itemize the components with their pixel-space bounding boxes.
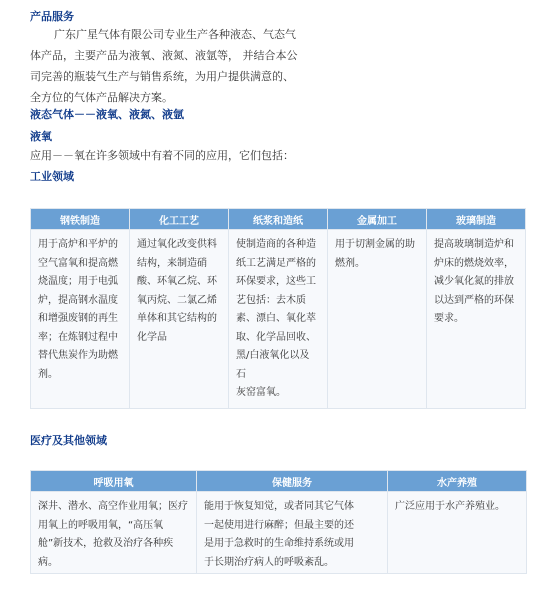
intro-line: 体产品，主要产品为液氧、液氮、液氩等， 并结合本公 (30, 49, 298, 62)
cell-line: 环保要求，这些工 (236, 276, 316, 287)
header-paper: 纸浆和造纸 (229, 209, 328, 230)
cell-metal (328, 230, 427, 409)
cell-line: 灰窑富氧。 (236, 387, 286, 398)
table-header-row (31, 209, 526, 230)
intro-line: 全方位的气体产品解决方案。 (30, 91, 173, 104)
cell-line: 病。 (38, 556, 58, 568)
cell-breathing (31, 492, 197, 574)
cell-steel (31, 230, 130, 409)
cell-glass (427, 230, 526, 409)
cell-line: 通过氧化改变供料 (137, 239, 217, 250)
cell-line: 酸、环氧乙烷、环 (137, 276, 217, 287)
cell-line: 要求。 (434, 313, 464, 324)
cell-line: 以达到严格的环保 (434, 294, 514, 306)
header-metal: 金属加工 (328, 209, 427, 230)
medical-heading: 医疗及其他领域 (30, 434, 107, 447)
cell-line: 和增强废钢的再生 (38, 313, 118, 324)
table-header-row (31, 471, 527, 492)
table-row (31, 230, 526, 409)
cell-line: 用于高炉和平炉的 (38, 239, 118, 250)
cell-line: 单体和其它结构的 (137, 313, 217, 324)
cell-line: 黑/白液氧化以及石 (236, 350, 310, 380)
cell-paper (229, 230, 328, 409)
cell-line: 广泛应用于水产养殖业。 (395, 501, 505, 512)
oxygen-description: 应用－－氧在许多领域中有着不同的应用，它们包括： (30, 149, 294, 162)
cell-aquaculture (388, 492, 527, 574)
cell-line: 炉，提高钢水温度 (38, 294, 118, 306)
cell-line: 率；在炼钢过程中 (38, 331, 118, 343)
cell-line: 烧温度；用于电弧 (38, 276, 118, 287)
cell-chemical (130, 230, 229, 409)
cell-line: 纸工艺满足严格的 (236, 257, 316, 269)
cell-line: 取、化学品回收、 (236, 331, 316, 343)
cell-line: 替代焦炭作为助燃 (38, 350, 118, 361)
cell-line: 燃剂。 (335, 257, 365, 269)
liquid-gases-heading: 液态气体－－液氧、液氮、液氩 (30, 108, 184, 121)
cell-line: 提高玻璃制造炉和 (434, 239, 514, 250)
cell-line: 艺包括：去木质 (236, 294, 306, 306)
industrial-heading: 工业领域 (30, 170, 74, 183)
oxygen-heading: 液氧 (30, 130, 52, 143)
intro-paragraph (30, 24, 298, 108)
cell-healthcare (197, 492, 388, 574)
cell-line: 炉床的燃烧效率， (434, 257, 514, 269)
header-aquaculture: 水产养殖 (388, 471, 527, 492)
cell-line: 结构，来制造硝 (137, 257, 207, 269)
medical-table (30, 470, 527, 574)
intro-line: 司完善的瓶装气生产与销售系统，为用户提供满意的、 (30, 70, 294, 83)
cell-line: 能用于恢复知觉，或者同其它气体 (204, 501, 354, 512)
header-healthcare: 保健服务 (197, 471, 388, 492)
cell-line: 减少氧化氮的排放 (434, 276, 514, 287)
intro-line: 广东广星气体有限公司专业生产各种液态、气态气 (54, 28, 296, 41)
cell-line: 用于切割金属的助 (335, 239, 415, 250)
cell-line: 深井、潜水、高空作业用氧；医疗 (38, 501, 188, 512)
header-steel: 钢铁制造 (31, 209, 130, 230)
header-breathing: 呼吸用氧 (31, 471, 197, 492)
cell-line: 一起使用进行麻醉；但最主要的还 (204, 519, 354, 531)
header-chemical: 化工工艺 (130, 209, 229, 230)
table-row (31, 492, 527, 574)
cell-line: 化学品 (137, 331, 167, 343)
header-glass: 玻璃制造 (427, 209, 526, 230)
cell-line: 舱”新技术，抢救及治疗各种疾 (38, 538, 174, 549)
industrial-table (30, 208, 526, 409)
section-title-product-service: 产品服务 (30, 10, 74, 23)
cell-line: 是用于急救时的生命维持系统或用 (204, 538, 354, 549)
cell-line: 于长期治疗病人的呼吸紊乱。 (204, 556, 334, 568)
cell-line: 剂。 (38, 368, 58, 380)
cell-line: 素、漂白、氧化萃 (236, 313, 316, 324)
cell-line: 使制造商的各种造 (236, 239, 316, 250)
cell-line: 用氧上的呼吸用氧，“高压氧 (38, 519, 164, 531)
cell-line: 氧丙烷、二氯乙烯 (137, 294, 217, 306)
cell-line: 空气富氧和提高燃 (38, 257, 118, 269)
